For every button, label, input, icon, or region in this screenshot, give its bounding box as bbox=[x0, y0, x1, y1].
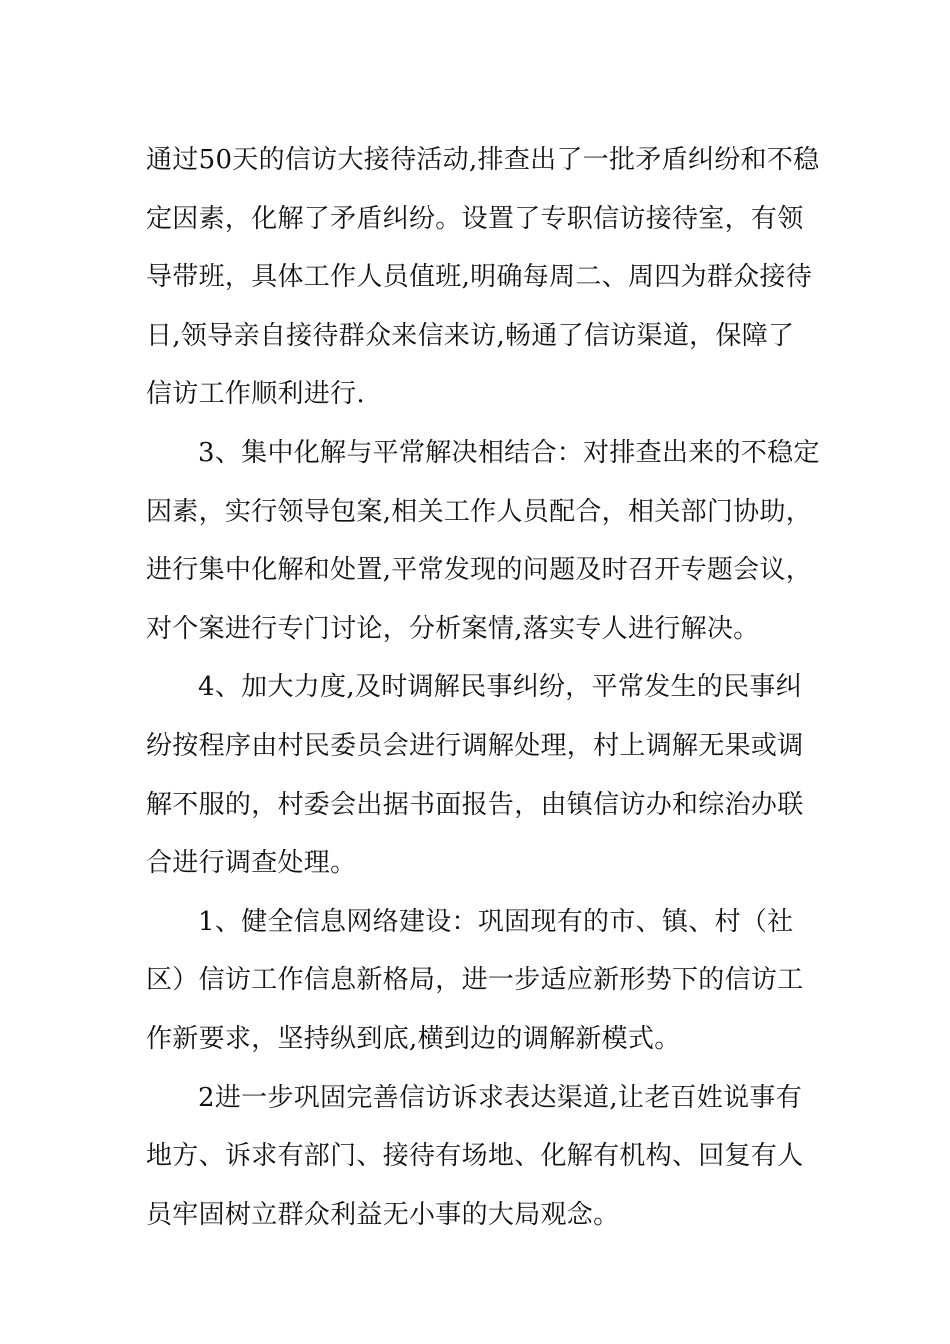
paragraph-start-line: 3、集中化解与平常解决相结合：对排查出来的不稳定 bbox=[198, 437, 820, 468]
document-body bbox=[146, 131, 820, 1244]
paragraph-start-line: 4、加大力度,及时调解民事纠纷，平常发生的民事纠 bbox=[198, 672, 803, 703]
text-line: 作新要求，坚持纵到底,横到边的调解新模式。 bbox=[146, 1023, 681, 1054]
paragraph-start-line: 1、健全信息网络建设：巩固现有的市、镇、村（社 bbox=[198, 906, 794, 937]
text-line: 纷按程序由村民委员会进行调解处理，村上调解无果或调 bbox=[146, 730, 804, 761]
text-line: 信访工作顺利进行. bbox=[146, 379, 365, 410]
text-line: 区）信访工作信息新格局，进一步适应新形势下的信访工 bbox=[146, 965, 804, 996]
text-line: 解不服的，村委会出据书面报告，由镇信访办和综治办联 bbox=[146, 789, 804, 820]
text-line: 合进行调查处理。 bbox=[146, 848, 357, 879]
text-line: 导带班，具体工作人员值班,明确每周二、周四为群众接待 bbox=[146, 262, 813, 293]
text-line: 因素，实行领导包案,相关工作人员配合，相关部门协助， bbox=[146, 496, 813, 527]
text-line: 对个案进行专门讨论，分析案情,落实专人进行解决。 bbox=[146, 613, 760, 644]
text-line: 日,领导亲自接待群众来信来访,畅通了信访渠道，保障了 bbox=[146, 320, 795, 351]
text-line: 员牢固树立群众利益无小事的大局观念。 bbox=[146, 1199, 620, 1230]
paragraph-start-line: 2进一步巩固完善信访诉求表达渠道,让老百姓说事有 bbox=[198, 1082, 803, 1113]
text-line: 进行集中化解和处置,平常发现的问题及时召开专题会议， bbox=[146, 555, 813, 586]
text-line: 地方、诉求有部门、接待有场地、化解有机构、回复有人 bbox=[146, 1141, 804, 1172]
text-line: 定因素，化解了矛盾纠纷。设置了专职信访接待室，有领 bbox=[146, 203, 804, 234]
text-line: 通过50天的信访大接待活动,排查出了一批矛盾纠纷和不稳 bbox=[146, 145, 820, 175]
